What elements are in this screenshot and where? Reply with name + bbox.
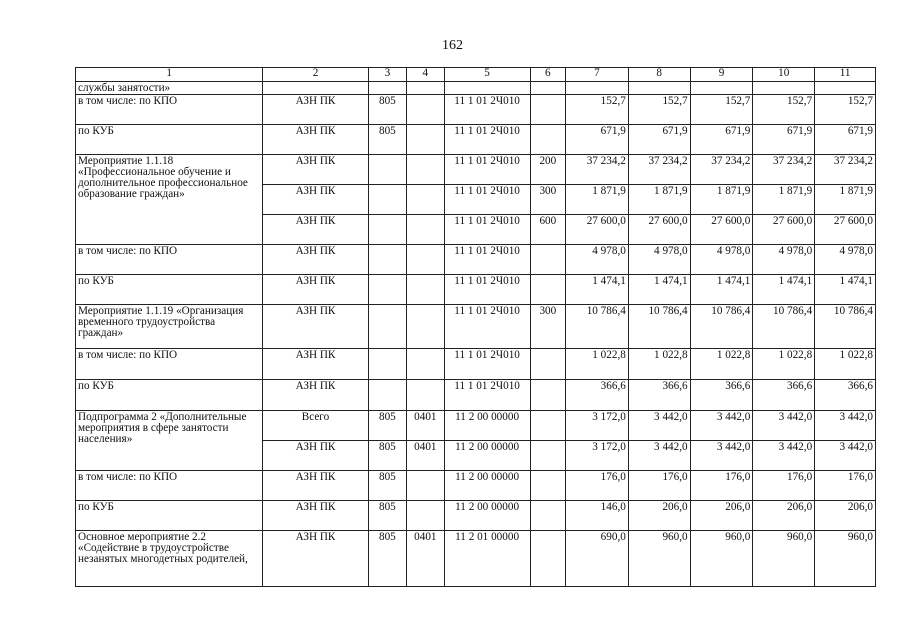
value-cell: 37 234,2 xyxy=(566,155,629,185)
value-cell: 37 234,2 xyxy=(690,155,753,185)
value-cell: 1 871,9 xyxy=(566,185,629,215)
value-cell: 3 172,0 xyxy=(566,441,629,471)
rzpr-cell: 0401 xyxy=(407,531,444,587)
value-cell: 671,9 xyxy=(628,125,690,155)
value-cell: 37 234,2 xyxy=(753,155,815,185)
value-cell: 960,0 xyxy=(628,531,690,587)
budget-table xyxy=(75,67,876,587)
rzpr-cell xyxy=(407,185,444,215)
value-cell: 366,6 xyxy=(566,380,629,411)
row-name: по КУБ xyxy=(76,275,263,305)
value-cell: 690,0 xyxy=(566,531,629,587)
value-cell: 671,9 xyxy=(815,125,876,155)
grbs-cell: 805 xyxy=(368,501,406,531)
vr-cell: 300 xyxy=(530,305,565,349)
rzpr-cell xyxy=(407,305,444,349)
value-cell: 152,7 xyxy=(815,95,876,125)
vr-cell xyxy=(530,275,565,305)
admin-cell: АЗН ПК xyxy=(263,531,368,587)
row-name: в том числе: по КПО xyxy=(76,349,263,380)
grbs-cell xyxy=(368,305,406,349)
value-cell: 206,0 xyxy=(753,501,815,531)
rzpr-cell xyxy=(407,215,444,245)
csr-cell: 11 1 01 2Ч010 xyxy=(444,125,530,155)
admin-cell: АЗН ПК xyxy=(263,380,368,411)
vr-cell xyxy=(530,245,565,275)
grbs-cell xyxy=(368,380,406,411)
value-cell: 1 022,8 xyxy=(753,349,815,380)
value-cell: 10 786,4 xyxy=(815,305,876,349)
rzpr-cell xyxy=(407,125,444,155)
vr-cell xyxy=(530,411,565,441)
value-cell: 176,0 xyxy=(628,471,690,501)
column-header: 1 xyxy=(76,68,263,82)
vr-cell: 600 xyxy=(530,215,565,245)
column-header: 8 xyxy=(628,68,690,82)
admin-cell: АЗН ПК xyxy=(263,275,368,305)
admin-cell: АЗН ПК xyxy=(263,441,368,471)
grbs-cell xyxy=(368,275,406,305)
value-cell: 10 786,4 xyxy=(690,305,753,349)
value-cell: 4 978,0 xyxy=(690,245,753,275)
row-name: в том числе: по КПО xyxy=(76,95,263,125)
value-cell: 27 600,0 xyxy=(815,215,876,245)
admin-cell: АЗН ПК xyxy=(263,95,368,125)
rzpr-cell xyxy=(407,155,444,185)
value-cell: 3 442,0 xyxy=(753,441,815,471)
csr-cell: 11 1 01 2Ч010 xyxy=(444,305,530,349)
value-cell: 27 600,0 xyxy=(566,215,629,245)
grbs-cell: 805 xyxy=(368,95,406,125)
value-cell: 3 442,0 xyxy=(690,441,753,471)
column-number-header xyxy=(76,68,876,82)
grbs-cell: 805 xyxy=(368,471,406,501)
value-cell: 1 474,1 xyxy=(753,275,815,305)
value-cell: 1 871,9 xyxy=(690,185,753,215)
vr-cell: 300 xyxy=(530,185,565,215)
grbs-cell: 805 xyxy=(368,441,406,471)
table-row xyxy=(76,501,876,531)
value-cell: 960,0 xyxy=(815,531,876,587)
value-cell: 366,6 xyxy=(628,380,690,411)
value-cell: 176,0 xyxy=(753,471,815,501)
table-row xyxy=(76,275,876,305)
admin-cell: АЗН ПК xyxy=(263,349,368,380)
admin-cell: АЗН ПК xyxy=(263,245,368,275)
value-cell: 366,6 xyxy=(815,380,876,411)
column-header: 5 xyxy=(444,68,530,82)
csr-cell: 11 2 01 00000 xyxy=(444,531,530,587)
csr-cell: 11 1 01 2Ч010 xyxy=(444,215,530,245)
rzpr-cell xyxy=(407,501,444,531)
csr-cell: 11 1 01 2Ч010 xyxy=(444,380,530,411)
csr-cell: 11 2 00 00000 xyxy=(444,471,530,501)
rzpr-cell xyxy=(407,380,444,411)
csr-cell: 11 1 01 2Ч010 xyxy=(444,95,530,125)
page-number: 162 xyxy=(442,38,463,53)
value-cell: 4 978,0 xyxy=(753,245,815,275)
table-row xyxy=(76,245,876,275)
csr-cell: 11 1 01 2Ч010 xyxy=(444,349,530,380)
value-cell: 10 786,4 xyxy=(628,305,690,349)
vr-cell xyxy=(530,471,565,501)
value-cell: 1 474,1 xyxy=(628,275,690,305)
value-cell: 1 022,8 xyxy=(690,349,753,380)
value-cell: 37 234,2 xyxy=(628,155,690,185)
column-header: 9 xyxy=(690,68,753,82)
value-cell: 1 022,8 xyxy=(566,349,629,380)
value-cell: 10 786,4 xyxy=(753,305,815,349)
column-header: 2 xyxy=(263,68,368,82)
value-cell: 152,7 xyxy=(628,95,690,125)
admin-cell: АЗН ПК xyxy=(263,305,368,349)
rzpr-cell xyxy=(407,349,444,380)
row-name: Основное мероприятие 2.2 «Содействие в трудоустройстве незанятых многодетных родителей, xyxy=(76,531,263,587)
value-cell: 152,7 xyxy=(753,95,815,125)
value-cell: 176,0 xyxy=(690,471,753,501)
vr-cell xyxy=(530,501,565,531)
csr-cell: 11 1 01 2Ч010 xyxy=(444,185,530,215)
row-name: в том числе: по КПО xyxy=(76,245,263,275)
vr-cell xyxy=(530,380,565,411)
vr-cell xyxy=(530,441,565,471)
value-cell: 960,0 xyxy=(690,531,753,587)
column-header: 10 xyxy=(753,68,815,82)
value-cell: 152,7 xyxy=(690,95,753,125)
value-cell: 1 474,1 xyxy=(690,275,753,305)
value-cell: 176,0 xyxy=(566,471,629,501)
row-name: по КУБ xyxy=(76,380,263,411)
value-cell: 10 786,4 xyxy=(566,305,629,349)
admin-cell: АЗН ПК xyxy=(263,155,368,185)
table-row xyxy=(76,380,876,411)
value-cell: 146,0 xyxy=(566,501,629,531)
value-cell: 1 871,9 xyxy=(628,185,690,215)
value-cell: 671,9 xyxy=(753,125,815,155)
value-cell: 1 871,9 xyxy=(753,185,815,215)
vr-cell xyxy=(530,349,565,380)
value-cell: 37 234,2 xyxy=(815,155,876,185)
admin-cell: АЗН ПК xyxy=(263,471,368,501)
value-cell: 960,0 xyxy=(753,531,815,587)
value-cell: 3 442,0 xyxy=(628,411,690,441)
csr-cell: 11 1 01 2Ч010 xyxy=(444,245,530,275)
row-name: в том числе: по КПО xyxy=(76,471,263,501)
csr-cell: 11 2 00 00000 xyxy=(444,411,530,441)
value-cell: 3 442,0 xyxy=(690,411,753,441)
grbs-cell xyxy=(368,185,406,215)
row-name: по КУБ xyxy=(76,501,263,531)
csr-cell: 11 1 01 2Ч010 xyxy=(444,275,530,305)
rzpr-cell: 0401 xyxy=(407,441,444,471)
value-cell: 4 978,0 xyxy=(566,245,629,275)
grbs-cell xyxy=(368,245,406,275)
column-header: 7 xyxy=(566,68,629,82)
value-cell: 176,0 xyxy=(815,471,876,501)
value-cell: 671,9 xyxy=(690,125,753,155)
rzpr-cell xyxy=(407,95,444,125)
admin-cell: АЗН ПК xyxy=(263,185,368,215)
rzpr-cell xyxy=(407,245,444,275)
row-name: Подпрограмма 2 «Дополнительные мероприятия в сфере занятости населения» xyxy=(76,411,263,471)
value-cell: 27 600,0 xyxy=(753,215,815,245)
value-cell: 3 172,0 xyxy=(566,411,629,441)
value-cell: 152,7 xyxy=(566,95,629,125)
value-cell: 1 022,8 xyxy=(815,349,876,380)
value-cell: 4 978,0 xyxy=(628,245,690,275)
rzpr-cell: 0401 xyxy=(407,411,444,441)
csr-cell: 11 1 01 2Ч010 xyxy=(444,155,530,185)
admin-cell: АЗН ПК xyxy=(263,501,368,531)
vr-cell xyxy=(530,531,565,587)
table-row xyxy=(76,349,876,380)
value-cell: 1 022,8 xyxy=(628,349,690,380)
value-cell: 366,6 xyxy=(690,380,753,411)
value-cell: 206,0 xyxy=(628,501,690,531)
value-cell: 3 442,0 xyxy=(815,441,876,471)
column-header: 6 xyxy=(530,68,565,82)
table-row xyxy=(76,305,876,349)
vr-cell: 200 xyxy=(530,155,565,185)
row-name: Мероприятие 1.1.19 «Организация временного трудоустройства граждан» xyxy=(76,305,263,349)
column-header: 11 xyxy=(815,68,876,82)
admin-cell: Всего xyxy=(263,411,368,441)
value-cell: 366,6 xyxy=(753,380,815,411)
value-cell: 3 442,0 xyxy=(815,411,876,441)
grbs-cell xyxy=(368,155,406,185)
value-cell: 27 600,0 xyxy=(690,215,753,245)
csr-cell: 11 2 00 00000 xyxy=(444,501,530,531)
grbs-cell: 805 xyxy=(368,125,406,155)
value-cell: 206,0 xyxy=(690,501,753,531)
rzpr-cell xyxy=(407,275,444,305)
value-cell: 1 474,1 xyxy=(815,275,876,305)
grbs-cell: 805 xyxy=(368,411,406,441)
table-row xyxy=(76,82,876,95)
value-cell: 671,9 xyxy=(566,125,629,155)
vr-cell xyxy=(530,95,565,125)
grbs-cell xyxy=(368,349,406,380)
row-name: Мероприятие 1.1.18 «Профессиональное обучение и дополнительное профессиональное образование граждан» xyxy=(76,155,263,245)
value-cell: 3 442,0 xyxy=(753,411,815,441)
admin-cell: АЗН ПК xyxy=(263,215,368,245)
table-row xyxy=(76,95,876,125)
table-row xyxy=(76,155,876,185)
value-cell: 4 978,0 xyxy=(815,245,876,275)
grbs-cell xyxy=(368,215,406,245)
column-header: 3 xyxy=(368,68,406,82)
csr-cell: 11 2 00 00000 xyxy=(444,441,530,471)
rzpr-cell xyxy=(407,471,444,501)
value-cell: 206,0 xyxy=(815,501,876,531)
value-cell: 3 442,0 xyxy=(628,441,690,471)
grbs-cell: 805 xyxy=(368,531,406,587)
table-row xyxy=(76,531,876,587)
row-name: по КУБ xyxy=(76,125,263,155)
vr-cell xyxy=(530,125,565,155)
row-name: службы занятости» xyxy=(76,82,263,95)
value-cell: 1 474,1 xyxy=(566,275,629,305)
table-row xyxy=(76,125,876,155)
value-cell: 27 600,0 xyxy=(628,215,690,245)
value-cell: 1 871,9 xyxy=(815,185,876,215)
admin-cell: АЗН ПК xyxy=(263,125,368,155)
table-row xyxy=(76,411,876,441)
column-header: 4 xyxy=(407,68,444,82)
table-row xyxy=(76,471,876,501)
